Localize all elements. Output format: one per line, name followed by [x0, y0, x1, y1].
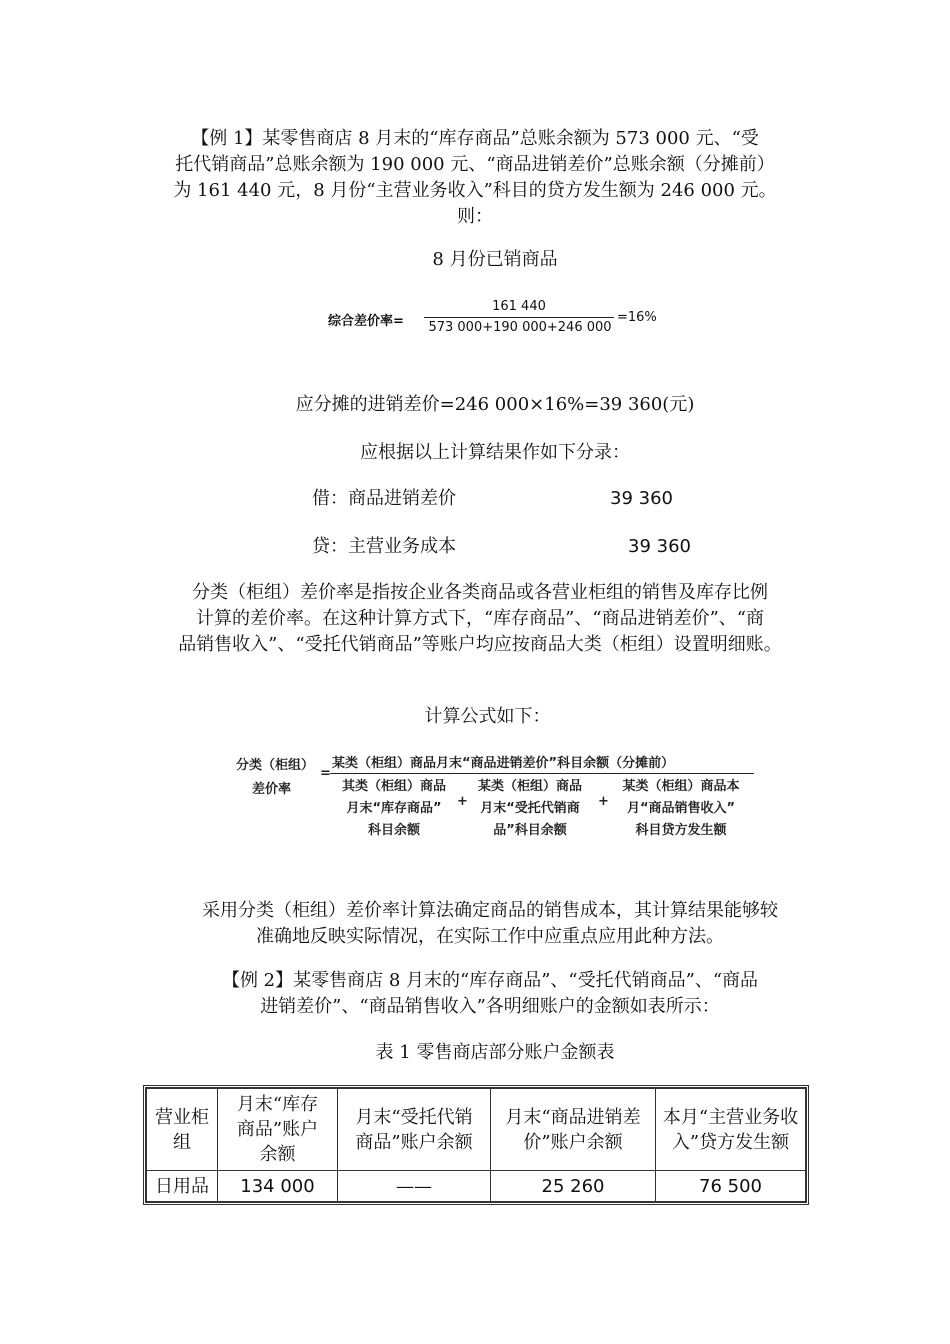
formula2-term2-line3: 品”科目余额 [493, 823, 567, 838]
example2-paragraph [140, 968, 840, 1020]
formula2-term3-line3: 科目贷方发生额 [635, 823, 727, 838]
table-cell-revenue: 76 500 [656, 1171, 806, 1202]
header-text: 营业柜 [155, 1106, 209, 1128]
table-header-cell [147, 1089, 218, 1171]
formula2-label-line1: 分类（柜组） [236, 758, 315, 773]
method-line2: 准确地反映实际情况，在实际工作中应重点应用此种方法。 [256, 926, 724, 947]
formula2-term2 [466, 776, 594, 842]
table-cell-consignment: —— [338, 1171, 491, 1202]
formula1-label: 综合差价率= [328, 314, 404, 329]
table-title: 表 1 零售商店部分账户金额表 [375, 1042, 615, 1063]
credit-label: 贷：主营业务成本 [312, 536, 456, 557]
formula2 [232, 750, 762, 840]
formula2-term3-line1: 某类（柜组）商品本 [622, 779, 740, 794]
formula2-equals: = [320, 766, 331, 781]
account-table [146, 1088, 806, 1202]
table-header-cell [656, 1089, 806, 1171]
header-text: 月末“受托代销 [355, 1106, 473, 1128]
example2-line2: 进销差价”、“商品销售收入”各明细账户的金额如表所示： [260, 996, 720, 1017]
header-text: 商品”账户 [236, 1119, 319, 1140]
formula2-plus1: + [457, 794, 468, 809]
example1-line3: 为 161 440 元，8 月份“主营业务收入”科目的贷方发生额为 246 000 元。 [173, 180, 777, 201]
formula2-numerator: 某类（柜组）商品月末“商品进销差价”科目余额（分摊前） [332, 756, 675, 771]
table-row [147, 1171, 806, 1202]
example1-line1: 【例 1】某零售商店 8 月末的“库存商品”总账余额为 573 000 元、“受 [191, 128, 759, 149]
formula2-fraction-bar [330, 773, 754, 774]
formula2-term1-line2: 月末“库存商品” [346, 801, 442, 816]
formula2-term3 [606, 776, 756, 842]
header-text: 价”账户余额 [523, 1131, 623, 1153]
formula-intro: 计算公式如下： [424, 706, 551, 727]
category-line3: 品销售收入”、“受托代销商品”等账户均应按商品大类（柜组）设置明细账。 [178, 634, 782, 655]
table-header-row [147, 1089, 806, 1171]
formula1 [326, 296, 666, 340]
formula2-label-line2: 差价率 [252, 782, 292, 797]
apportion-line: 应分摊的进销差价=246 000×16%=39 360(元) [295, 394, 695, 415]
formula1-result: =16% [617, 310, 657, 325]
debit-label: 借：商品进销差价 [312, 488, 456, 509]
table-cell-category: 日用品 [147, 1171, 218, 1202]
formula2-plus2: + [598, 794, 609, 809]
header-text: 组 [173, 1131, 191, 1153]
sold-goods-heading: 8 月份已销商品 [432, 249, 558, 270]
entry-intro: 应根据以上计算结果作如下分录： [360, 442, 630, 463]
method-paragraph [140, 898, 840, 950]
header-text: 余额 [259, 1144, 296, 1165]
example1-line4: 则： [457, 206, 493, 227]
header-text: 月末“商品进销差 [505, 1106, 641, 1128]
table-cell-inventory: 134 000 [218, 1171, 338, 1202]
header-text: 入”贷方发生额 [671, 1131, 790, 1153]
example1-paragraph [140, 126, 810, 230]
formula2-term2-line1: 某类（柜组）商品 [477, 779, 582, 794]
formula1-numerator: 161 440 [492, 299, 546, 314]
header-text: 月末“库存 [236, 1094, 319, 1115]
formula1-fraction-bar [424, 317, 614, 318]
category-line1: 分类（柜组）差价率是指按企业各类商品或各营业柜组的销售及库存比例 [192, 582, 768, 603]
debit-amount: 39 360 [610, 488, 673, 509]
table-header-cell [338, 1089, 491, 1171]
table-header-cell [218, 1089, 338, 1171]
example1-line2: 托代销商品”总账余额为 190 000 元、“商品进销差价”总账余额（分摊前） [175, 154, 775, 175]
category-paragraph [130, 580, 830, 658]
formula2-term2-line2: 月末“受托代销商 [480, 801, 580, 816]
credit-amount: 39 360 [628, 536, 691, 557]
example2-line1: 【例 2】某零售商店 8 月末的“库存商品”、“受托代销商品”、“商品 [221, 970, 759, 991]
header-text: 本月“主营业务收 [662, 1106, 799, 1128]
formula2-term1-line1: 其类（柜组）商品 [341, 779, 446, 794]
account-table-frame [143, 1085, 809, 1205]
method-line1: 采用分类（柜组）差价率计算法确定商品的销售成本，其计算结果能够较 [202, 900, 778, 921]
table-header-cell [491, 1089, 656, 1171]
table-cell-margin: 25 260 [491, 1171, 656, 1202]
formula1-denominator: 573 000+190 000+246 000 [428, 320, 612, 335]
header-text: 商品”账户余额 [355, 1131, 473, 1153]
formula2-term1 [330, 776, 458, 842]
category-line2: 计算的差价率。在这种计算方式下，“库存商品”、“商品进销差价”、“商 [195, 608, 764, 629]
formula2-term1-line3: 科目余额 [367, 823, 420, 838]
formula2-term3-line2: 月“商品销售收入” [626, 801, 736, 816]
